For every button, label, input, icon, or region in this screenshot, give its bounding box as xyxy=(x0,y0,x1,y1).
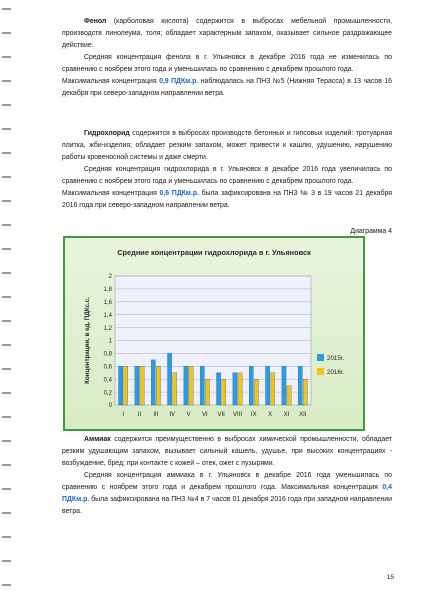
bar xyxy=(124,366,128,405)
legend-swatch xyxy=(317,368,324,375)
legend-swatch xyxy=(317,354,324,361)
x-tick-label: II xyxy=(137,412,142,418)
y-tick-label: 0,8 xyxy=(103,351,112,358)
y-tick-label: 0,4 xyxy=(103,377,112,384)
y-axis-label: Концентрации, в ед. ПДКс.с. xyxy=(84,297,91,384)
hydrochloride-intro-text: содержится в выбросах производств бетонных и гипсовых изделий: тротуарная плитка, жби-изделия; обладает резким запахом, может привести к кашлю, удушению, нарушению работы кровеносной системы и даже смерти. xyxy=(62,130,392,161)
ammonia-term: Аммиак xyxy=(84,436,111,443)
x-tick-label: V xyxy=(186,412,191,418)
ammonia-max-value: 0,4 ПДКм.р. xyxy=(62,484,392,503)
ammonia-intro xyxy=(62,434,392,470)
x-tick-label: I xyxy=(122,412,125,418)
ammonia-section xyxy=(62,434,392,518)
phenol-intro xyxy=(62,16,392,52)
hydrochloride-intro xyxy=(62,128,392,164)
x-tick-label: XII xyxy=(299,412,307,418)
bar xyxy=(222,379,226,405)
y-tick-label: 1,4 xyxy=(103,312,112,319)
bar xyxy=(167,353,171,405)
page-number: 15 xyxy=(386,574,394,581)
phenol-average: Средняя концентрация фенола в г. Ульяновск в декабре 2016 года не изменилась по сравнению с ноябрем этого года и уменьшилась по сравнению с декабрем прошлого года. xyxy=(62,54,392,73)
bar xyxy=(216,373,220,405)
x-tick-label: XI xyxy=(283,412,290,418)
ammonia-intro-text: содержится преимущественно в выбросах химической промышленности, обладает резким удушающим запахом, вызывает сильный кашель, удушье, при высоких концентрациях - возбуждение, бред; при контакте с кожей – отек, ожег с пузырями. xyxy=(62,436,392,467)
x-tick-label: IX xyxy=(250,412,257,418)
x-tick-label: VII xyxy=(217,412,225,418)
x-tick-label: III xyxy=(153,412,159,418)
bar xyxy=(249,366,253,405)
bar xyxy=(271,373,275,405)
bar xyxy=(205,379,209,405)
y-tick-label: 0,6 xyxy=(103,364,112,371)
phenol-term: Фенол xyxy=(84,18,107,25)
y-tick-label: 2 xyxy=(108,274,112,281)
ammonia-average xyxy=(62,470,392,518)
hydrochloride-term: Гидрохлорид xyxy=(84,130,130,137)
phenol-max-value: 0,9 ПДКм.р. xyxy=(159,78,199,85)
bar xyxy=(298,366,302,405)
bar xyxy=(233,373,237,405)
bar xyxy=(118,366,122,405)
hydrochloride-max-lead: Максимальная концентрация xyxy=(62,190,160,197)
bar xyxy=(254,379,258,405)
bar xyxy=(303,379,307,405)
chart-plot xyxy=(65,238,363,429)
y-tick-label: 0,2 xyxy=(103,390,112,397)
phenol-max-lead: Максимальная концентрация xyxy=(62,78,160,85)
phenol-intro-text: (карболовая кислота) содержится в выбросах мебельной промышленности, производств линолеума, толя; обладает характерным запахом, оказывает сильное раздражающее действие. xyxy=(62,18,392,49)
hydrochloride-section xyxy=(62,128,392,212)
hydrochloride-maximum xyxy=(62,188,392,212)
diagram-caption: Диаграмма 4 xyxy=(350,228,392,235)
hydrochloride-chart xyxy=(63,236,365,431)
x-tick-label: IV xyxy=(169,412,176,418)
bar xyxy=(140,366,144,405)
ammonia-max-tail: была зафиксирована на ПНЗ №4 в 7 часов 01 декабря 2016 года при западном направлении ветра. xyxy=(62,496,392,515)
ammonia-max-lead: Максимальная концентрация xyxy=(276,484,383,491)
hydrochloride-max-value: 0,6 ПДКм.р. xyxy=(159,190,199,197)
bar xyxy=(282,366,286,405)
y-tick-label: 1 xyxy=(108,338,112,345)
y-tick-label: 1,6 xyxy=(103,300,112,306)
bar xyxy=(184,366,188,405)
legend-label: 2016г. xyxy=(327,369,344,376)
bar xyxy=(135,366,139,405)
phenol-maximum xyxy=(62,76,392,100)
y-tick-label: 1,8 xyxy=(103,287,112,294)
chart-title: Средние концентрации гидрохлорида в г. Ульяновск xyxy=(117,248,311,257)
y-tick-label: 1,2 xyxy=(103,325,112,332)
x-tick-label: VIII xyxy=(232,412,243,418)
bar xyxy=(287,386,291,405)
x-tick-label: X xyxy=(268,412,273,418)
legend-label: 2015г. xyxy=(327,355,344,362)
hydrochloride-max-tail: была зафиксирована на ПНЗ № 3 в 19 часов 21 декабря 2016 года при северо-западном направлении ветра. xyxy=(62,190,393,209)
hydrochloride-average: Средняя концентрация гидрохлорида в г. Ульяновск в декабре 2016 года увеличилась по сравнению с ноябрем этого года и уменьшилась по сравнению с декабрем прошлого года. xyxy=(62,166,392,185)
phenol-max-tail: наблюдалась на ПНЗ №5 (Нижняя Терасса) в 13 часов 16 декабря при северо-западном направлении ветра. xyxy=(62,78,393,97)
phenol-section xyxy=(62,16,392,100)
binding-holes xyxy=(0,0,16,600)
bar xyxy=(238,373,242,405)
y-tick-label: 0 xyxy=(108,403,112,410)
ammonia-average-text: Средняя концентрация аммиака в г. Ульяновск в декабре 2016 года уменьшилась по сравнению с ноябрем этого года и декабрем прошлого года. xyxy=(62,472,392,491)
bar xyxy=(200,366,204,405)
x-tick-label: VI xyxy=(201,412,208,418)
bar xyxy=(173,373,177,405)
bar xyxy=(151,360,155,405)
bar xyxy=(265,366,269,405)
bar xyxy=(156,366,160,405)
bar xyxy=(189,366,193,405)
